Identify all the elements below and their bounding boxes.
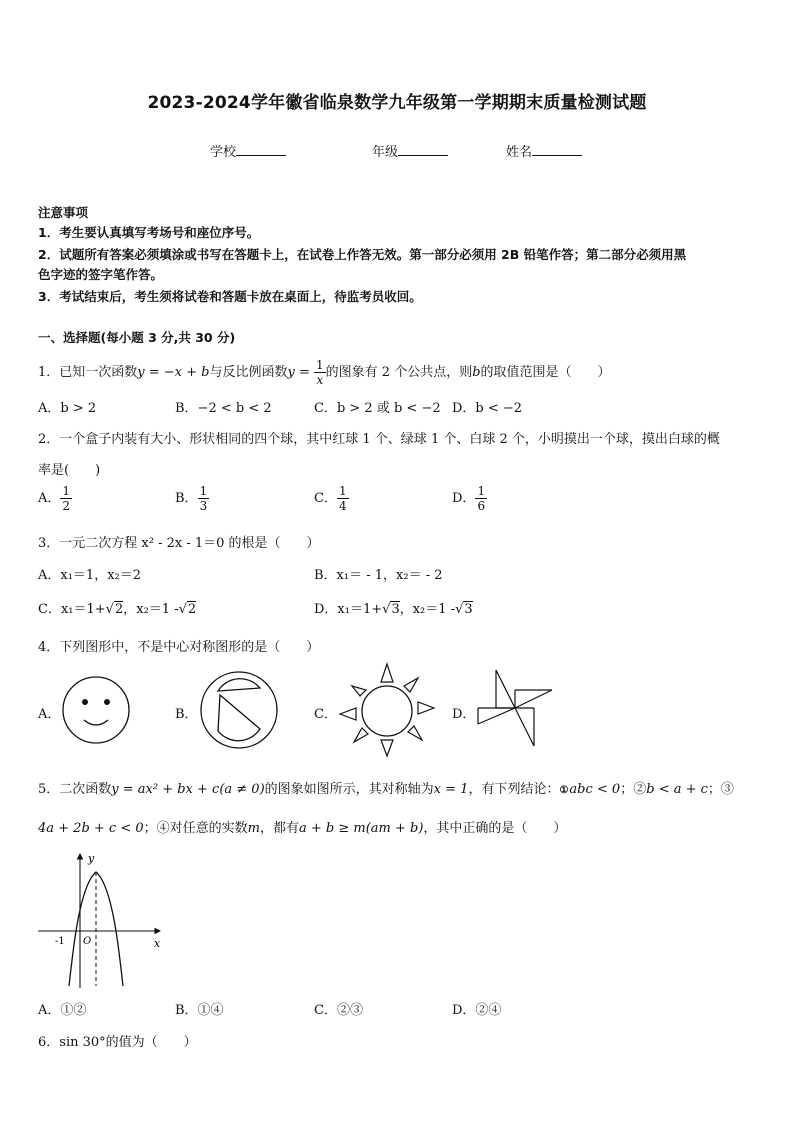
question-4-stem: 4．下列图形中，不是中心对称图形的是（ ）	[38, 640, 320, 655]
sun-figure[interactable]	[338, 662, 436, 758]
q5-circled-2: ②	[633, 782, 647, 797]
q3-c-radicand-1: 2	[114, 602, 124, 617]
q5-text-d: ；④对任意的实数	[143, 821, 248, 836]
q2-option-b-frac	[198, 485, 210, 512]
q5-axis-eq: x = 1	[433, 782, 469, 797]
q2-option-a-frac	[60, 485, 72, 512]
notice-item-1: 1．考生要认真填写考场号和座位序号。	[38, 225, 260, 240]
q1-var-b: b	[472, 365, 481, 380]
q1-text-c: 的图象有 2 个公共点，则	[325, 365, 473, 380]
name-field	[506, 141, 582, 160]
question-6-stem: 6．sin 30°的值为（ ）	[38, 1035, 197, 1050]
q2-option-a[interactable]	[38, 485, 72, 512]
q5-text-a: 5．二次函数	[38, 782, 112, 797]
q5-option-c[interactable]: C．②③	[314, 1003, 363, 1018]
question-5-line-2	[38, 817, 566, 836]
school-blank	[236, 143, 286, 156]
q1-frac-den: x	[316, 373, 324, 387]
smiley-face-figure[interactable]	[60, 672, 132, 748]
q3-d-mid: ，x₂＝1 -	[399, 602, 456, 617]
q5-conclusion-4: a + b ≥ m(am + b)	[299, 821, 424, 836]
q1-linear-eq: y = −x + b	[137, 365, 210, 380]
q3-option-c[interactable]: C．x₁＝1+√2，x₂＝1 -√2	[38, 602, 197, 617]
origin-label: O	[83, 936, 92, 947]
question-2-line-1: 2．一个盒子内装有大小、形状相同的四个球，其中红球 1 个、绿球 1 个、白球 2 个，小明摸出一个球，摸出白球的概	[38, 432, 720, 447]
q5-text-c: ，有下列结论：	[468, 782, 560, 797]
frac-num: 1	[199, 484, 208, 498]
q4-option-a-label[interactable]: A．	[38, 707, 61, 722]
q5-conclusion-1: abc < 0	[569, 782, 621, 797]
q3-option-d[interactable]: D．x₁＝1+√3，x₂＝1 -√3	[314, 602, 473, 617]
q3-c-pre: C．x₁＝1+	[38, 602, 106, 617]
no-sign-figure[interactable]	[198, 669, 280, 751]
school-field	[210, 141, 286, 160]
grade-blank	[398, 143, 448, 156]
q5-option-a[interactable]: A．①②	[38, 1003, 87, 1018]
pinwheel-figure[interactable]	[476, 668, 558, 748]
q5-circled-3: ③	[720, 782, 734, 797]
section-heading: 一、选择题(每小题 3 分,共 30 分)	[38, 330, 236, 345]
q5-quadratic-eq: y = ax² + bx + c(a ≠ 0)	[111, 782, 265, 797]
parabola-graph	[36, 850, 166, 990]
q1-option-c[interactable]: C．b > 2 或 b < −2	[314, 401, 441, 416]
q1-fraction	[314, 359, 326, 386]
q1-option-d[interactable]: D．b < −2	[452, 401, 523, 416]
y-axis-label: y	[88, 852, 95, 865]
q4-option-c-label[interactable]: C．	[314, 707, 337, 722]
q2-option-c-frac	[337, 485, 349, 512]
q5-conclusion-3: 4a + 2b + c < 0	[38, 821, 144, 836]
q2-option-d[interactable]	[452, 485, 487, 512]
notice-item-3: 3．考试结束后，考生须将试卷和答题卡放在桌面上，待监考员收回。	[38, 289, 422, 304]
school-label: 学校	[210, 145, 237, 160]
q5-text-f: ，其中正确的是（ ）	[423, 821, 567, 836]
q3-option-b[interactable]: B．x₁＝ - 1，x₂＝ - 2	[314, 568, 443, 583]
page-title: 2023-2024学年徽省临泉数学九年级第一学期期末质量检测试题	[147, 93, 647, 113]
q1-text-a: 1．已知一次函数	[38, 365, 138, 380]
frac-den: 4	[338, 499, 347, 513]
q2-option-d-label: D．	[452, 491, 476, 506]
q2-option-b-label: B．	[175, 491, 198, 506]
frac-num: 1	[62, 484, 71, 498]
q5-option-b[interactable]: B．①④	[175, 1003, 224, 1018]
notice-item-2-cont: 色字迹的签字笔作答。	[38, 267, 164, 282]
q5-circled-1: ①	[559, 785, 569, 796]
q3-c-radicand-2: 2	[187, 602, 197, 617]
neg-one-label: -1	[55, 936, 65, 947]
q1-option-b[interactable]: B．−2 < b < 2	[175, 401, 272, 416]
q1-text-b: 与反比例函数	[209, 365, 288, 380]
question-2-line-2: 率是( )	[38, 463, 101, 478]
question-5-line-1: 5．二次函数y = ax² + bx + c(a ≠ 0)的图象如图所示，其对称轴为x = 1，有下列结论：①abc < 0；②b < a + c；③	[38, 782, 734, 797]
q5-conclusion-2: b < a + c	[646, 782, 708, 797]
q5-option-d[interactable]: D．②④	[452, 1003, 502, 1018]
q2-option-c-label: C．	[314, 491, 337, 506]
frac-num: 1	[477, 484, 486, 498]
q2-option-c[interactable]	[314, 485, 349, 512]
q3-d-radicand-2: 3	[464, 602, 473, 617]
notice-item-2: 2．试题所有答案必须填涂或书写在答题卡上，在试卷上作答无效。第一部分必须用 2B 铅笔作答；第二部分必须用黑	[38, 247, 687, 262]
name-label: 姓名	[506, 145, 533, 160]
name-blank	[532, 143, 582, 156]
q1-text-d: 的取值范围是（ ）	[480, 365, 611, 380]
q4-option-b-label[interactable]: B．	[175, 707, 198, 722]
notice-heading: 注意事项	[38, 205, 89, 220]
x-axis-label: x	[154, 937, 161, 950]
question-1-stem	[38, 359, 611, 386]
q1-inverse-eq: y =	[287, 365, 310, 380]
q3-c-mid: ，x₂＝1 -	[123, 602, 179, 617]
frac-den: 3	[199, 499, 208, 513]
q2-option-a-label: A．	[38, 491, 61, 506]
grade-label: 年级	[372, 145, 399, 160]
q2-option-b[interactable]	[175, 485, 209, 512]
q1-option-a[interactable]: A．b > 2	[38, 401, 97, 416]
q3-option-a[interactable]: A．x₁＝1，x₂＝2	[38, 568, 142, 583]
frac-num: 1	[338, 484, 347, 498]
q2-option-d-frac	[475, 485, 487, 512]
grade-field	[372, 141, 448, 160]
q4-option-d-label[interactable]: D．	[452, 707, 476, 722]
q5-text-b: 的图象如图所示，其对称轴为	[264, 782, 434, 797]
frac-den: 6	[477, 499, 486, 513]
q3-d-radicand-1: 3	[391, 602, 400, 617]
q5-text-e: ，都有	[259, 821, 299, 836]
q3-d-pre: D．x₁＝1+	[314, 602, 383, 617]
q1-frac-num: 1	[316, 358, 324, 372]
frac-den: 2	[62, 499, 71, 513]
q5-var-m: m	[247, 821, 260, 836]
question-3-stem: 3．一元二次方程 x² - 2x - 1＝0 的根是（ ）	[38, 536, 320, 551]
